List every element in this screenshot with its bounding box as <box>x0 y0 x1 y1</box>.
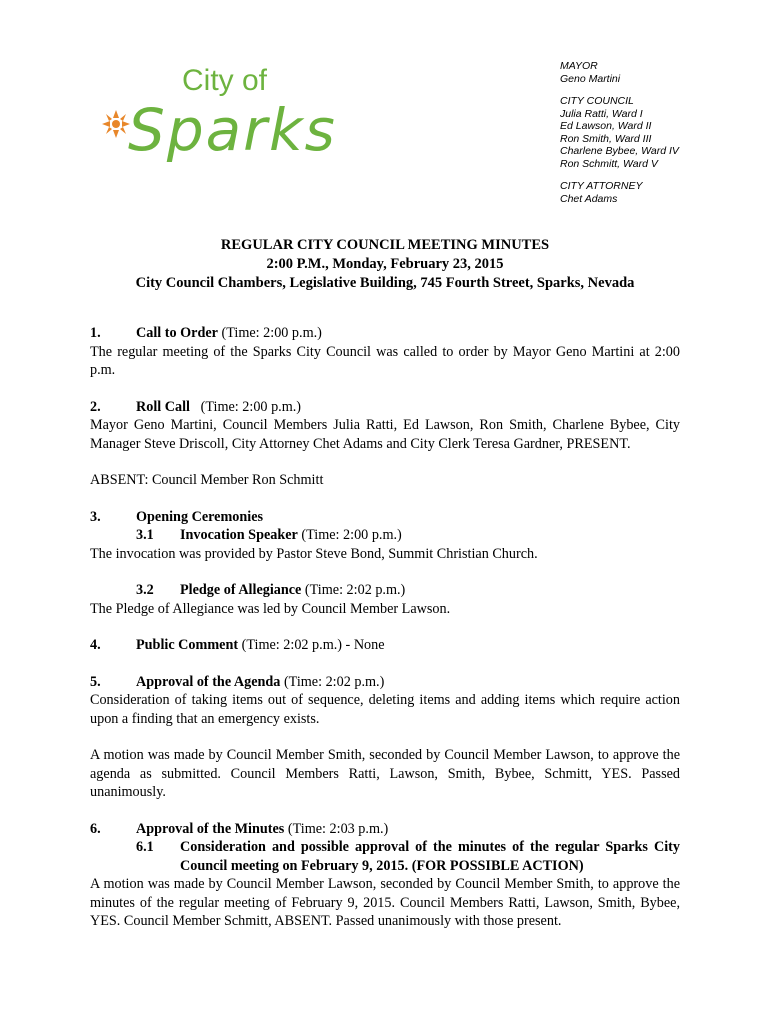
subsection-3-2-text: The Pledge of Allegiance was led by Council Member Lawson. <box>90 600 451 617</box>
absent-text: ABSENT: Council Member Ron Schmitt <box>90 472 324 488</box>
city-of-sparks-logo <box>92 58 352 168</box>
subsection-title: Invocation Speaker <box>180 527 298 543</box>
section-title: Roll Call <box>136 398 190 415</box>
section-5 <box>90 673 680 692</box>
council-member: Charlene Bybee, Ward IV <box>560 145 679 157</box>
attorney-title: CITY ATTORNEY <box>560 180 643 192</box>
subsection-number: 3.1 <box>136 527 154 543</box>
section-title: Approval of the Minutes <box>136 820 285 837</box>
section-5-text: Consideration of taking items out of sequence, deleting items and adding items which require action upon a finding that an emergency exists. <box>90 692 680 727</box>
council-title: CITY COUNCIL <box>560 95 634 107</box>
section-6-motion: A motion was made by Council Member Lawson, seconded by Council Member Smith, to approve the minutes of the regular meeting of February 9, 2015. Council Members Ratti, Lawson, Smith, Bybee, YES. Council Member Schmitt, ABSENT. Passed unanimously with those present. <box>90 876 680 929</box>
section-1 <box>90 324 680 343</box>
section-number: 1. <box>90 325 101 341</box>
section-time: (Time: 2:03 p.m.) <box>284 820 389 837</box>
subsection-3-2 <box>90 581 680 600</box>
heading-title: REGULAR CITY COUNCIL MEETING MINUTES <box>220 237 550 253</box>
subsection-number: 3.2 <box>136 582 154 598</box>
minutes-body <box>90 324 680 931</box>
subsection-3-1-text: The invocation was provided by Pastor Steve Bond, Summit Christian Church. <box>90 545 538 562</box>
sun-icon <box>102 110 130 138</box>
mayor-name: Geno Martini <box>560 72 621 85</box>
council-member: Julia Ratti, Ward I <box>560 107 643 120</box>
heading-datetime: 2:00 P.M., Monday, February 23, 2015 <box>266 256 504 272</box>
subsection-time: (Time: 2:00 p.m.) <box>297 527 402 543</box>
section-2 <box>90 398 680 417</box>
subsection-title: Consideration and possible approval of the minutes of the regular Sparks City Council meeting on February 9, 2015. (FOR POSSIBLE ACTION) <box>180 839 680 874</box>
section-3 <box>90 508 680 527</box>
mayor-title: MAYOR <box>560 60 598 72</box>
section-6 <box>90 820 680 839</box>
section-number: 6. <box>90 820 101 837</box>
council-member: Ron Smith, Ward III <box>560 132 652 145</box>
section-number: 4. <box>90 637 101 653</box>
heading-location: City Council Chambers, Legislative Building, 745 Fourth Street, Sparks, Nevada <box>135 275 635 291</box>
subsection-time: (Time: 2:02 p.m.) <box>301 582 406 598</box>
logo-sparks: Sparks <box>128 96 337 164</box>
section-number: 5. <box>90 673 101 690</box>
section-title: Call to Order <box>136 325 218 341</box>
attorney-name: Chet Adams <box>560 192 618 205</box>
section-time: (Time: 2:02 p.m.) - None <box>238 637 385 653</box>
logo-city-of: City of <box>182 64 268 97</box>
officials-list <box>560 60 760 215</box>
section-title: Opening Ceremonies <box>136 508 264 525</box>
minutes-heading <box>88 236 682 293</box>
subsection-number: 6.1 <box>136 839 154 855</box>
section-number: 3. <box>90 508 101 525</box>
section-time: (Time: 2:00 p.m.) <box>190 398 302 415</box>
section-time: (Time: 2:02 p.m.) <box>280 673 385 690</box>
section-title: Public Comment <box>136 637 239 653</box>
council-member: Ed Lawson, Ward II <box>560 120 652 132</box>
council-member: Ron Schmitt, Ward V <box>560 157 658 170</box>
section-time: (Time: 2:00 p.m.) <box>217 325 322 341</box>
section-4 <box>90 636 680 655</box>
subsection-3-1 <box>90 526 680 545</box>
subsection-6-1 <box>90 838 680 875</box>
section-2-text: Mayor Geno Martini, Council Members Julia Ratti, Ed Lawson, Ron Smith, Charlene Bybee, City Manager Steve Driscoll, City Attorney Chet Adams and City Clerk Teresa Gardner, PRESENT. <box>90 417 680 452</box>
subsection-title: Pledge of Allegiance <box>180 582 302 598</box>
section-title: Approval of the Agenda <box>136 673 281 690</box>
section-number: 2. <box>90 398 101 415</box>
section-5-motion: A motion was made by Council Member Smith, seconded by Council Member Lawson, to approve the agenda as submitted. Council Members Ratti, Lawson, Smith, Bybee, Schmitt, YES. Passed unanimously. <box>90 747 680 800</box>
section-1-text: The regular meeting of the Sparks City Council was called to order by Mayor Geno Martini at 2:00 p.m. <box>90 343 680 378</box>
